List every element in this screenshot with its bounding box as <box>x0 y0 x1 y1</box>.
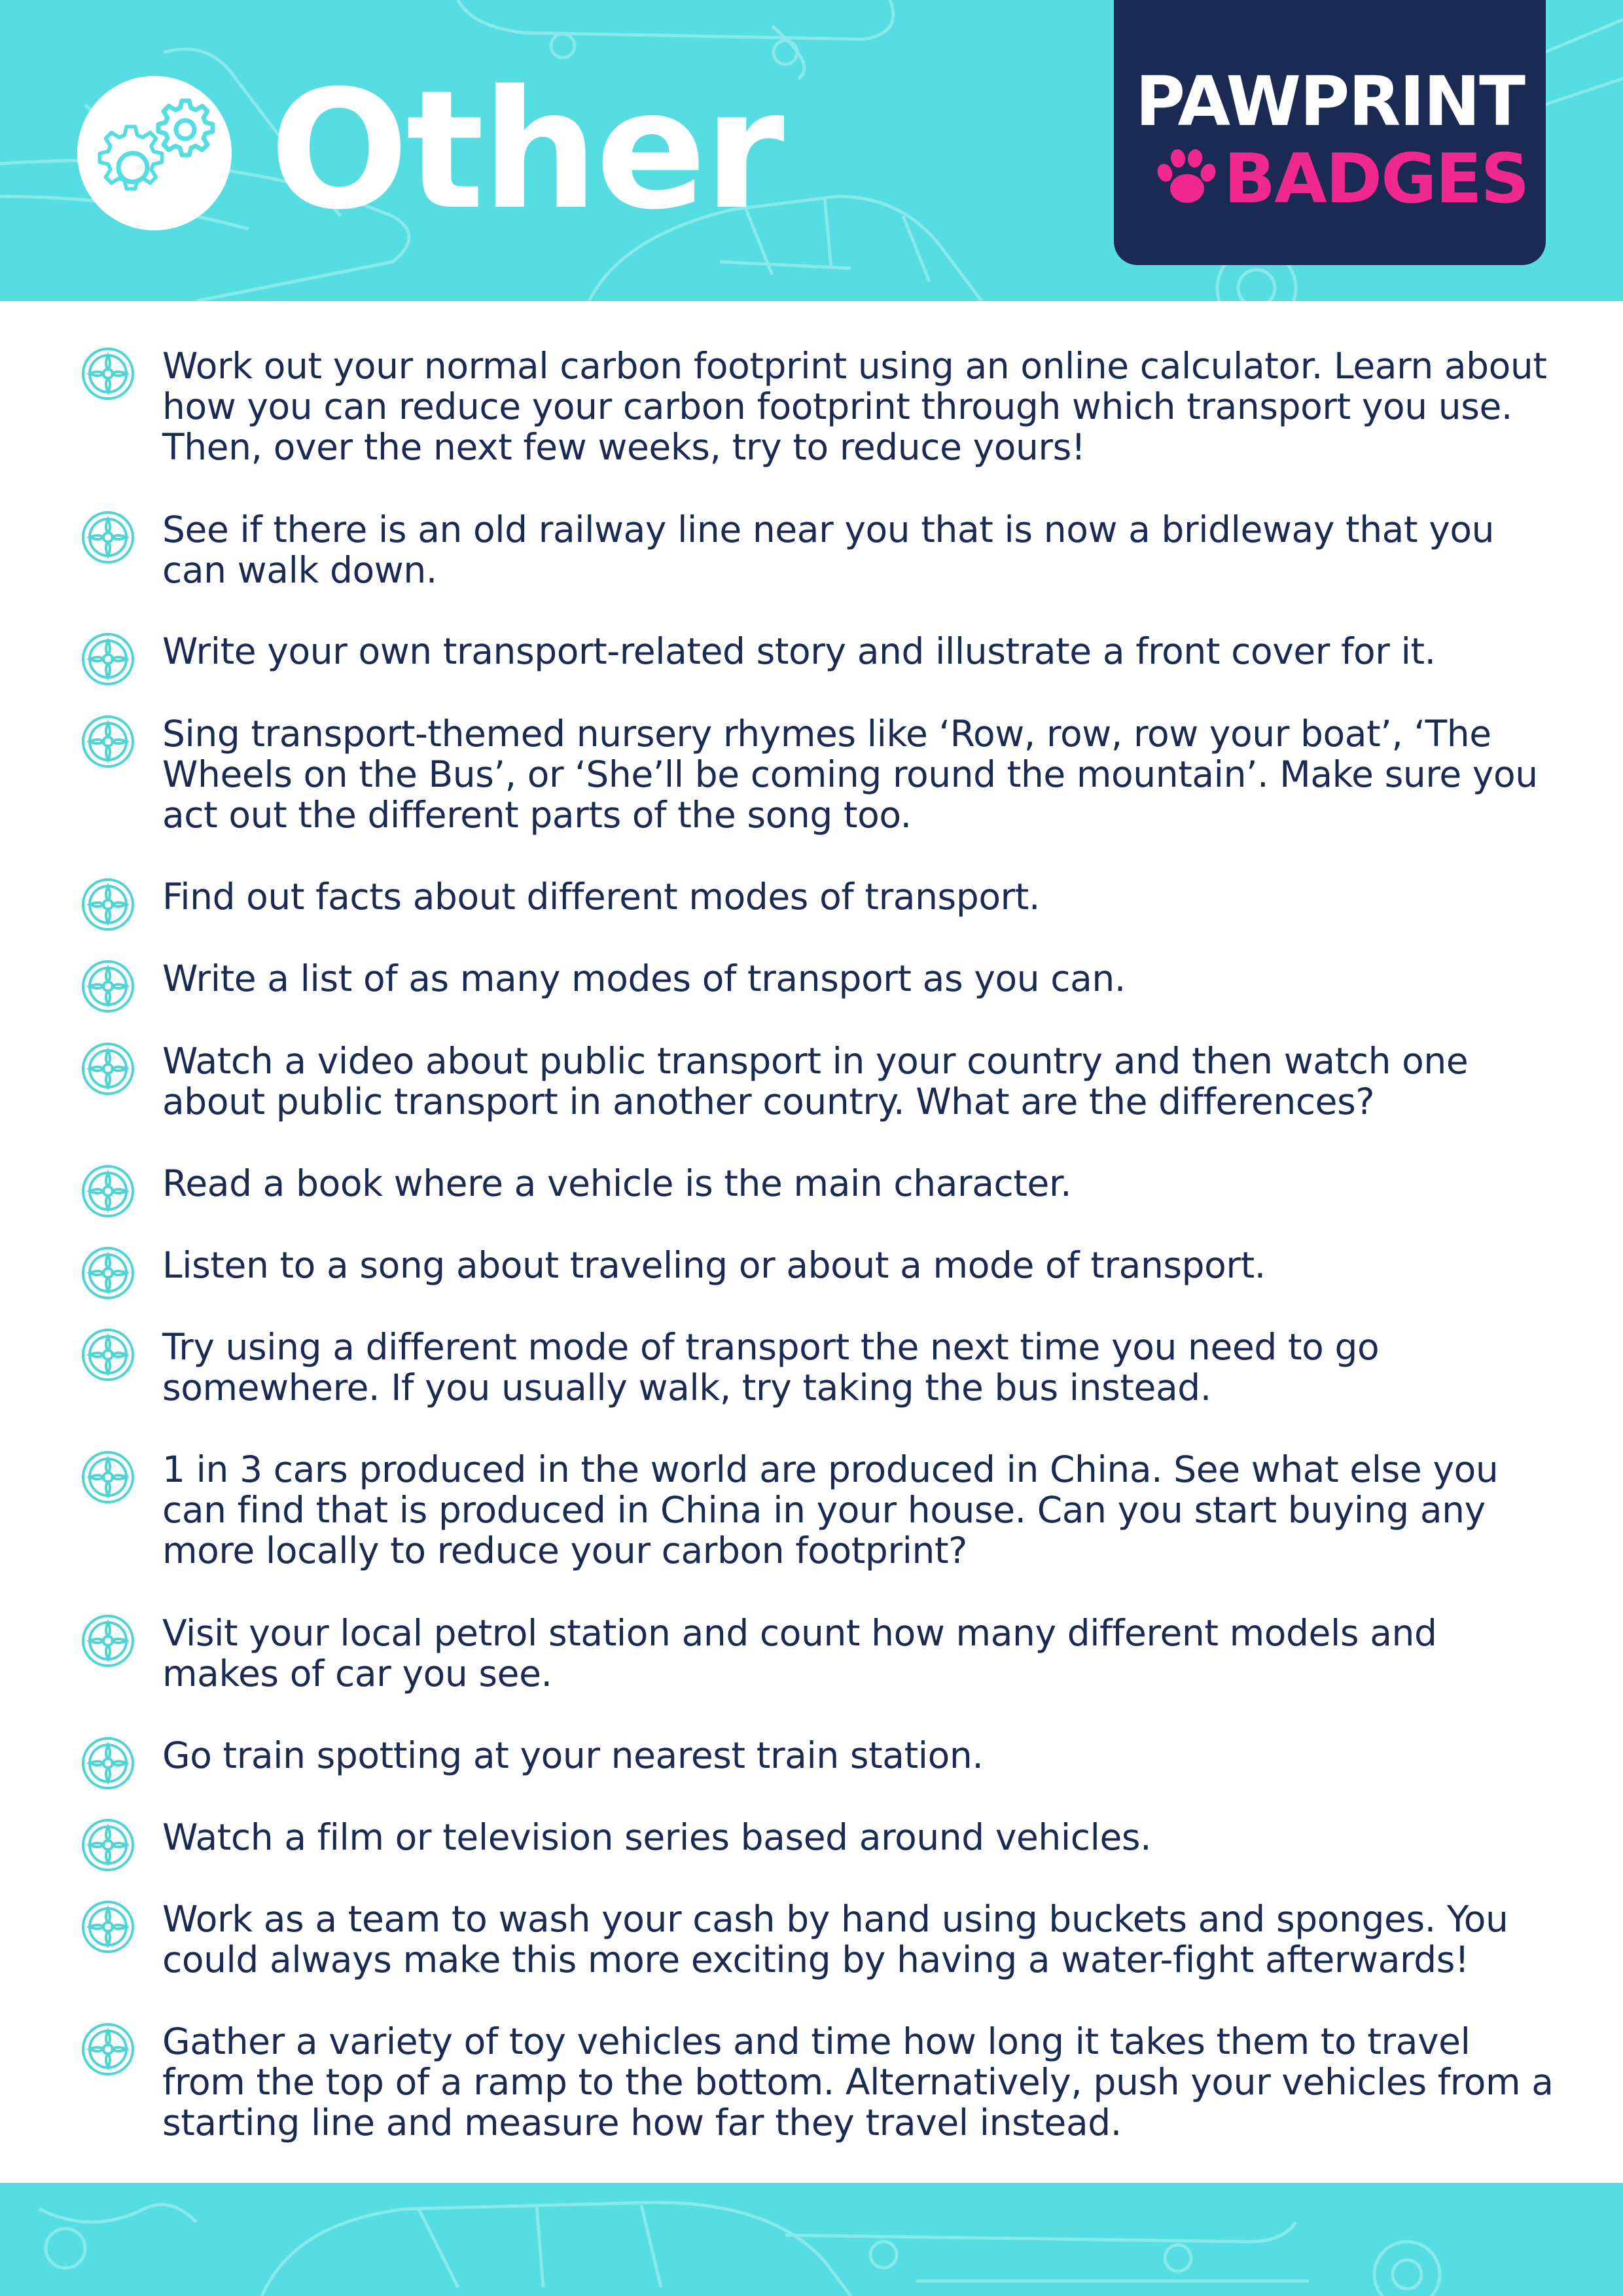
pawprint-badges-logo <box>1114 0 1546 265</box>
wheel-icon <box>80 1163 136 1219</box>
gears-icon <box>77 76 232 230</box>
wheel-icon <box>80 1327 136 1383</box>
wheel-icon <box>80 1817 136 1873</box>
logo-line-1: PAWPRINT <box>1135 62 1525 141</box>
logo-line-2: BADGES <box>1224 139 1529 219</box>
item-text: Watch a film or television series based around vehicles. <box>162 1816 1152 1858</box>
item-text: Write your own transport-related story and illustrate a front cover for it. <box>162 630 1436 672</box>
wheel-icon <box>80 631 136 687</box>
transport-outline-pattern <box>0 2183 1623 2296</box>
wheel-icon <box>80 346 136 402</box>
paw-icon <box>1153 145 1219 211</box>
wheel-icon <box>80 1245 136 1301</box>
item-text: Listen to a song about traveling or about a mode of transport. <box>162 1244 1266 1286</box>
item-text: Watch a video about public transport in your country and then watch one about public transport in another country. What are the differences? <box>162 1040 1469 1122</box>
wheel-icon <box>80 1899 136 1955</box>
item-text: Work as a team to wash your cash by hand using buckets and sponges. You could always make this more exciting by having a water-fight afterwards! <box>162 1898 1508 1981</box>
wheel-icon <box>80 958 136 1014</box>
wheel-icon <box>80 1735 136 1791</box>
wheel-icon <box>80 1449 136 1505</box>
item-text: Sing transport-themed nursery rhymes like ‘Row, row, row your boat’, ‘The Wheels on the Bus’, or ‘She’ll be coming round the mountain’. Make sure you act out the different parts of the song too. <box>162 713 1538 836</box>
wheel-icon <box>80 1041 136 1097</box>
page-title: Other <box>270 55 782 245</box>
wheel-icon <box>80 509 136 565</box>
item-text: Gather a variety of toy vehicles and time how long it takes them to travel from the top of a ramp to the bottom. Alternatively, push your vehicles from a starting line and measure how far they travel instead. <box>162 2020 1554 2144</box>
item-text: Find out facts about different modes of transport. <box>162 876 1041 918</box>
wheel-icon <box>80 713 136 770</box>
wheel-icon <box>80 1613 136 1669</box>
wheel-icon <box>80 876 136 933</box>
item-text: Go train spotting at your nearest train station. <box>162 1734 984 1776</box>
item-text: Work out your normal carbon footprint using an online calculator. Learn about how you can reduce your carbon footprint through which transport you use. Then, over the next few weeks, try to reduce yours! <box>162 345 1547 468</box>
item-text: 1 in 3 cars produced in the world are produced in China. See what else you can find that is produced in China in your house. Can you start buying any more locally to reduce your carbon footprint? <box>162 1448 1499 1571</box>
item-text: See if there is an old railway line near you that is now a bridleway that you can walk down. <box>162 509 1495 591</box>
wheel-icon <box>80 2021 136 2077</box>
item-text: Read a book where a vehicle is the main character. <box>162 1162 1072 1204</box>
item-text: Try using a different mode of transport the next time you need to go somewhere. If you usually walk, try taking the bus instead. <box>162 1326 1380 1408</box>
item-text: Visit your local petrol station and count how many different models and makes of car you see. <box>162 1612 1437 1695</box>
page-header <box>0 0 1623 301</box>
page-footer <box>0 2183 1623 2296</box>
item-text: Write a list of as many modes of transport as you can. <box>162 958 1126 999</box>
